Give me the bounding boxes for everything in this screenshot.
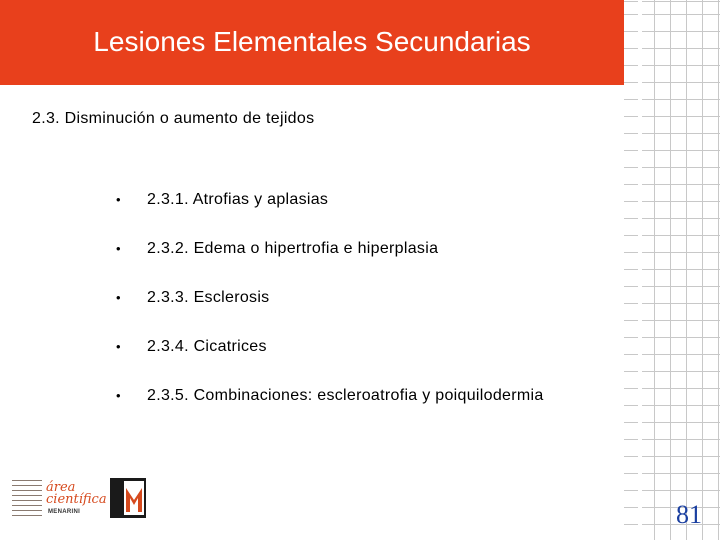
bullet-text: 2.3.3. Esclerosis [147,289,270,306]
bullet-text: 2.3.2. Edema o hipertrofia e hiperplasia [147,240,439,257]
bullet-text: 2.3.4. Cicatrices [147,338,267,355]
bullet-icon: • [116,192,121,207]
slide-subtitle: 2.3. Disminución o aumento de tejidos [32,110,315,127]
logo-lines-icon [12,480,42,518]
logo-word-cientifica: científica [46,492,107,507]
area-cientifica-logo [12,480,107,520]
grid-background-panel [624,0,720,540]
menarini-m-logo [110,478,146,518]
title-bar [0,0,624,85]
bullet-icon: • [116,388,121,403]
page-number: 81 [676,500,702,529]
logo-brand: MENARINI [48,509,81,515]
bullet-text: 2.3.5. Combinaciones: escleroatrofia y poiquilodermia [147,387,544,404]
logo-wordmark [46,482,107,506]
logo-word-area: área [46,480,76,495]
slide-title: Lesiones Elementales Secundarias [93,26,531,57]
bullet-icon: • [116,339,121,354]
bullet-icon: • [116,241,121,256]
bullet-icon: • [116,290,121,305]
bullet-text: 2.3.1. Atrofias y aplasias [147,191,329,208]
